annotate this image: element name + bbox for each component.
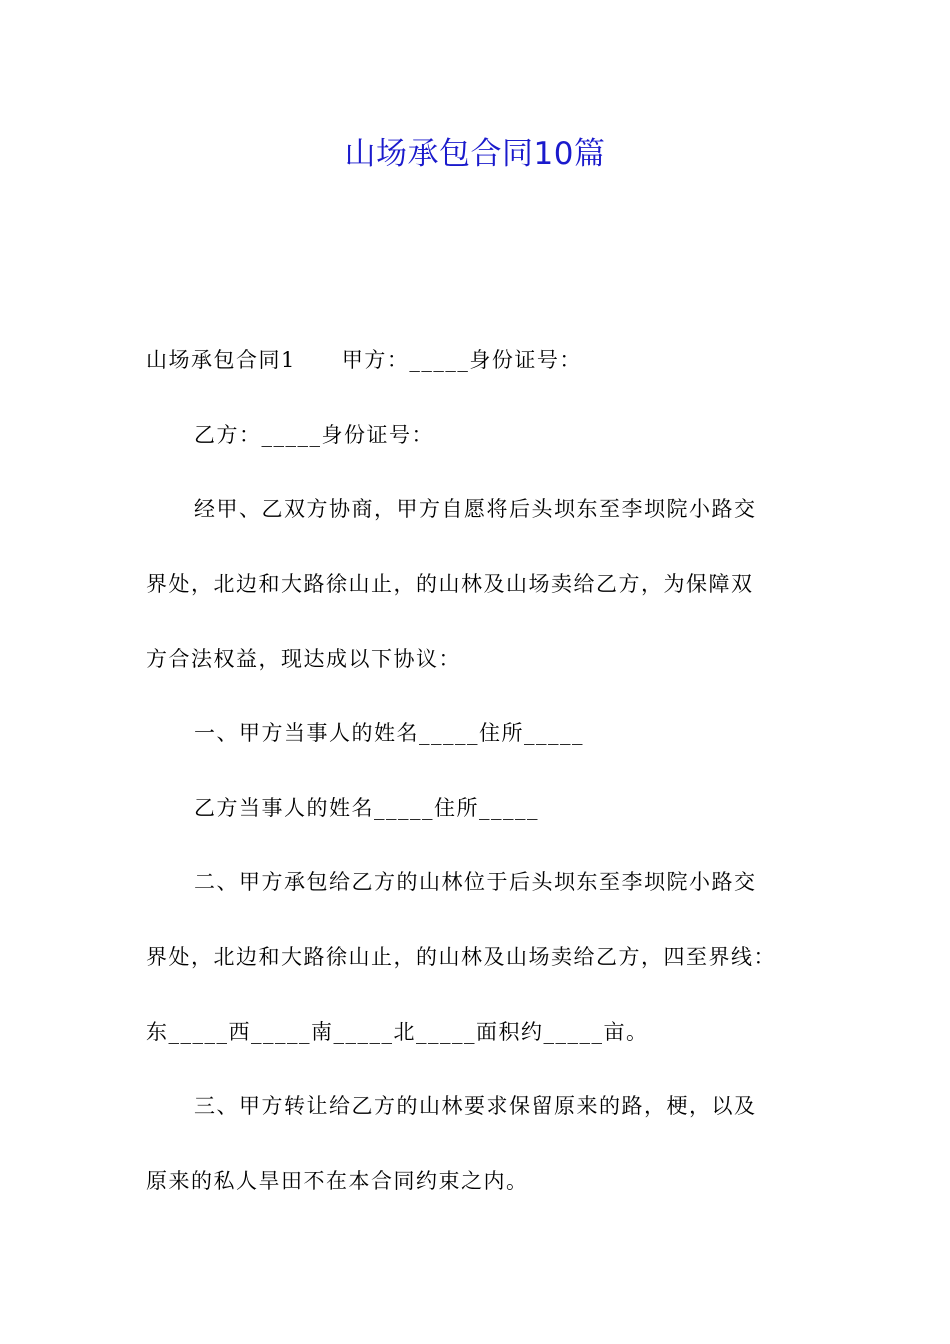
paragraph-line: 经甲、乙双方协商，甲方自愿将后头坝东至李坝院小路交: [194, 497, 757, 521]
party-a-line: 甲方：_____身份证号：: [341, 348, 582, 372]
paragraph-line: 原来的私人旱田不在本合同约束之内。: [146, 1169, 529, 1193]
first-line: [146, 345, 582, 375]
clause-1-line: 一、甲方当事人的姓名_____住所_____: [194, 721, 584, 745]
paragraph-line: 界处，北边和大路徐山止，的山林及山场卖给乙方，四至界线：: [146, 945, 776, 969]
party-b-line: 乙方：_____身份证号：: [194, 423, 434, 447]
clause-1b-line: 乙方当事人的姓名_____住所_____: [194, 796, 539, 820]
boundary-line: 东_____西_____南_____北_____面积约_____亩。: [146, 1020, 649, 1044]
paragraph-line: 界处，北边和大路徐山止，的山林及山场卖给乙方，为保障双: [146, 572, 754, 596]
clause-2-line: 二、甲方承包给乙方的山林位于后头坝东至李坝院小路交: [194, 870, 757, 894]
contract-heading-label: 山场承包合同1: [146, 348, 296, 372]
document-title: 山场承包合同10篇: [344, 136, 606, 172]
clause-3-line: 三、甲方转让给乙方的山林要求保留原来的路，梗，以及: [194, 1094, 757, 1118]
paragraph-line: 方合法权益，现达成以下协议：: [146, 647, 461, 671]
